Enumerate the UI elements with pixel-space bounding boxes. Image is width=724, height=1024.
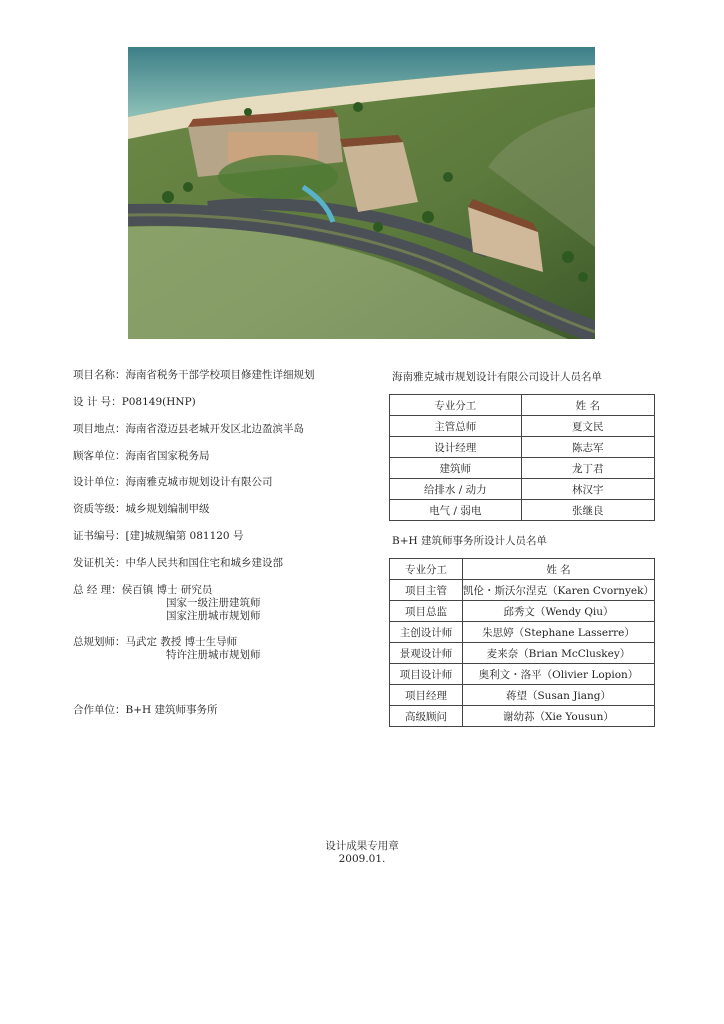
chief-planner: 总规划师：马武定 教授 博士生导师 [73, 636, 238, 648]
role-cell: 主创设计师 [390, 622, 463, 643]
role-cell: 建筑师 [390, 458, 522, 479]
table-row [390, 479, 655, 500]
table-row [390, 601, 655, 622]
role-cell: 主管总师 [390, 416, 522, 437]
table2-staff-list [389, 558, 655, 727]
name-cell: 陈志军 [521, 437, 654, 458]
table-row [390, 643, 655, 664]
role-cell: 项目经理 [390, 685, 463, 706]
table2-header-name: 姓 名 [462, 559, 654, 580]
info-qualification: 资质等级：城乡规划编制甲级 [73, 503, 210, 515]
table-row [390, 664, 655, 685]
info-project-name: 项目名称：海南省税务干部学校项目修建性详细规划 [73, 369, 315, 381]
table1-header-role: 专业分工 [390, 395, 522, 416]
table-row [390, 437, 655, 458]
name-cell: 谢幼荪（Xie Yousun） [462, 706, 654, 727]
role-cell: 项目设计师 [390, 664, 463, 685]
info-design-number: 设 计 号：P08149(HNP) [73, 396, 196, 408]
partner-unit: 合作单位：B+H 建筑师事务所 [73, 704, 218, 716]
name-cell: 朱思婷（Stephane Lasserre） [462, 622, 654, 643]
role-cell: 项目总监 [390, 601, 463, 622]
general-manager-title-1: 国家一级注册建筑师 [166, 597, 261, 609]
role-cell: 项目主管 [390, 580, 463, 601]
table1-title: 海南雅克城市规划设计有限公司设计人员名单 [392, 371, 602, 383]
general-manager: 总 经 理：侯百镇 博士 研究员 [73, 584, 213, 596]
info-issuer: 发证机关：中华人民共和国住宅和城乡建设部 [73, 557, 283, 569]
name-cell: 张继良 [521, 500, 654, 521]
table1-header-name: 姓 名 [521, 395, 654, 416]
role-cell: 设计经理 [390, 437, 522, 458]
table-row [390, 416, 655, 437]
chief-planner-title-1: 特许注册城市规划师 [166, 649, 261, 661]
table2-title: B+H 建筑师事务所设计人员名单 [392, 535, 548, 547]
name-cell: 麦来奈（Brian McCluskey） [462, 643, 654, 664]
name-cell: 奥利文・洛平（Olivier Lopion） [462, 664, 654, 685]
table-row [390, 622, 655, 643]
table-row [390, 685, 655, 706]
name-cell: 邱秀文（Wendy Qiu） [462, 601, 654, 622]
table-row [390, 706, 655, 727]
name-cell: 夏文民 [521, 416, 654, 437]
name-cell: 林汉宇 [521, 479, 654, 500]
table-row [390, 580, 655, 601]
table2-header-role: 专业分工 [390, 559, 463, 580]
table-row [390, 500, 655, 521]
general-manager-title-2: 国家注册城市规划师 [166, 610, 261, 622]
info-certificate: 证书编号：[建]城规编第 081120 号 [73, 530, 244, 542]
role-cell: 给排水 / 动力 [390, 479, 522, 500]
role-cell: 景观设计师 [390, 643, 463, 664]
info-design-unit: 设计单位：海南雅克城市规划设计有限公司 [73, 476, 273, 488]
info-project-location: 项目地点：海南省澄迈县老城开发区北边盈滨半岛 [73, 423, 304, 435]
role-cell: 高级顾问 [390, 706, 463, 727]
table1-staff-list [389, 394, 655, 521]
name-cell: 凯伦・斯沃尔涅克（Karen Cvornyek） [462, 580, 654, 601]
name-cell: 蒋望（Susan Jiang） [462, 685, 654, 706]
info-client: 顾客单位：海南省国家税务局 [73, 450, 210, 462]
aerial-rendering-image [128, 47, 595, 339]
role-cell: 电气 / 弱电 [390, 500, 522, 521]
table-row [390, 458, 655, 479]
seal-text: 设计成果专用章 [325, 840, 399, 852]
name-cell: 龙丁君 [521, 458, 654, 479]
footer-date: 2009.01. [338, 853, 386, 865]
